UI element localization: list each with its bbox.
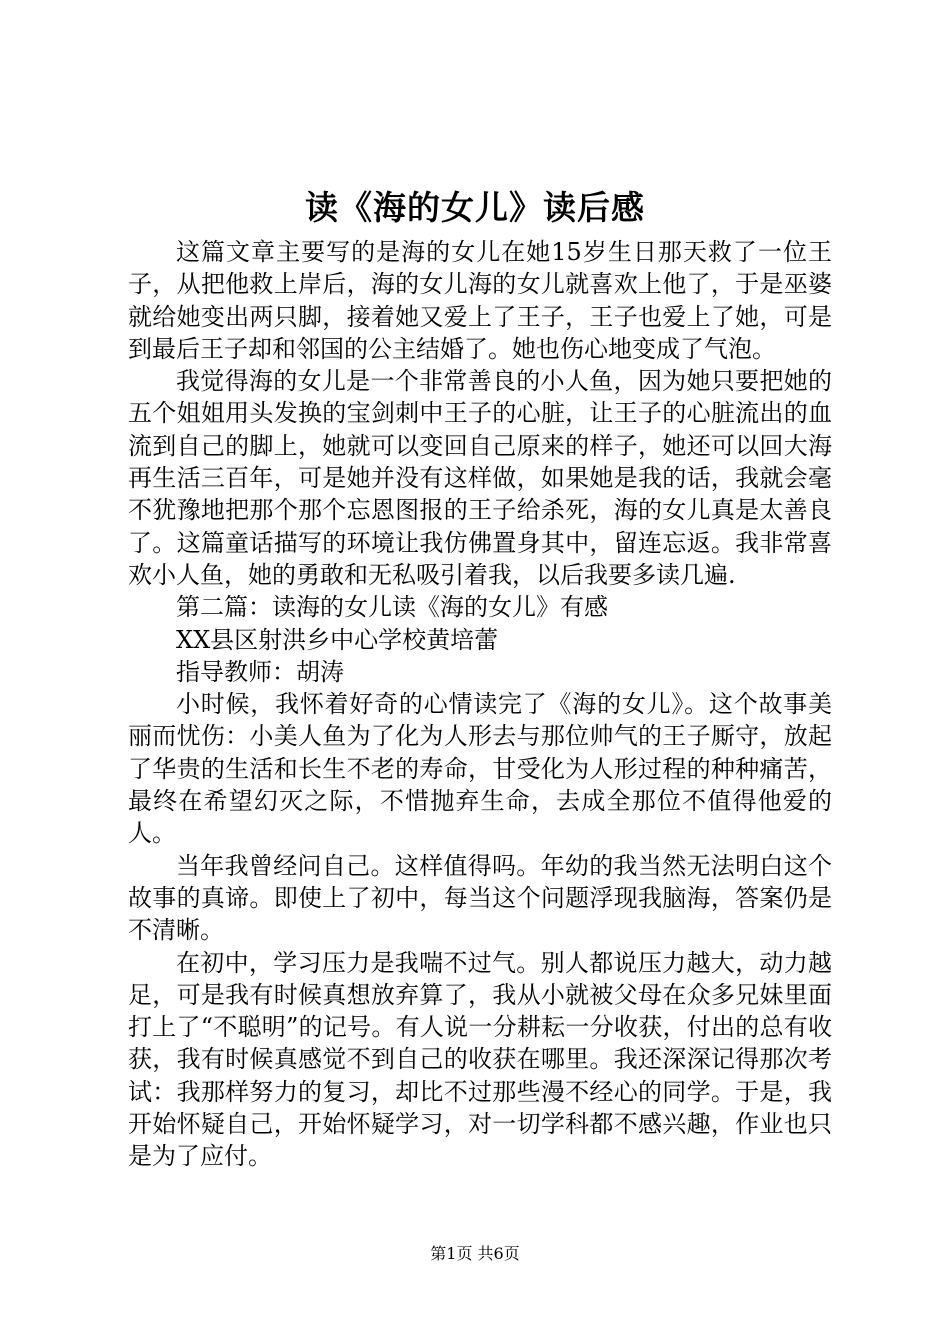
teacher-line: 指导教师：胡涛 [176, 657, 344, 686]
paragraph-opinion: 我觉得海的女儿是一个非常善良的小人鱼，因为她只要把她的五个姐姐用头发换的宝剑刺中王子的心脏，让王子的心脏流出的血流到自己的脚上，她就可以变回自己原来的样子，她还可以回大海再生活三百年，可是她并没有这样做，如果她是我的话，我就会毫不犹豫地把那个那个忘恩图报的王子给杀死，海的女儿真是太善良了。这篇童话描写的环境让我仿佛置身其中，留连忘返。我非常喜欢小人鱼，她的勇敢和无私吸引着我，以后我要多读几遍. [128, 367, 832, 589]
section-heading: 第二篇：读海的女儿读《海的女儿》有感 [176, 593, 608, 622]
paragraph-middle-school: 在初中，学习压力是我喘不过气。别人都说压力越大，动力越足，可是我有时候真想放弃算了，我从小就被父母在众多兄妹里面打上了“不聪明”的记号。有人说一分耕耘一分收获，付出的总有收获，我有时候真感觉不到自己的收获在哪里。我还深深记得那次考试：我那样努力的复习，却比不过那些漫不经心的同学。于是，我开始怀疑自己，开始怀疑学习，对一切学科都不感兴趣，作业也只是为了应付。 [128, 948, 832, 1171]
document-title: 读《海的女儿》读后感 [305, 188, 645, 227]
paragraph-summary: 这篇文章主要写的是海的女儿在她15岁生日那天救了一位王子，从把他救上岸后，海的女儿海的女儿就喜欢上他了，于是巫婆就给她变出两只脚，接着她又爱上了王子，王子也爱上了她，可是到最后王子却和邻国的公主结婚了。她也伤心地变成了气泡。 [128, 238, 832, 363]
paragraph-question: 当年我曾经问自己。这样值得吗。年幼的我当然无法明白这个故事的真谛。即使上了初中，每当这个问题浮现我脑海，答案仍是不清晰。 [128, 851, 832, 945]
paragraph-childhood: 小时候，我怀着好奇的心情读完了《海的女儿》。这个故事美丽而忧伤：小美人鱼为了化为人形去与那位帅气的王子厮守，放起了华贵的生活和长生不老的寿命，甘受化为人形过程的种种痛苦，最终在希望幻灭之际，不惜抛弃生命，去成全那位不值得他爱的人。 [128, 690, 832, 848]
page-number-footer: 第1页 共6页 [430, 1244, 520, 1263]
document-body [128, 236, 832, 1173]
author-line: XX县区射洪乡中心学校黄培蕾 [176, 625, 499, 654]
